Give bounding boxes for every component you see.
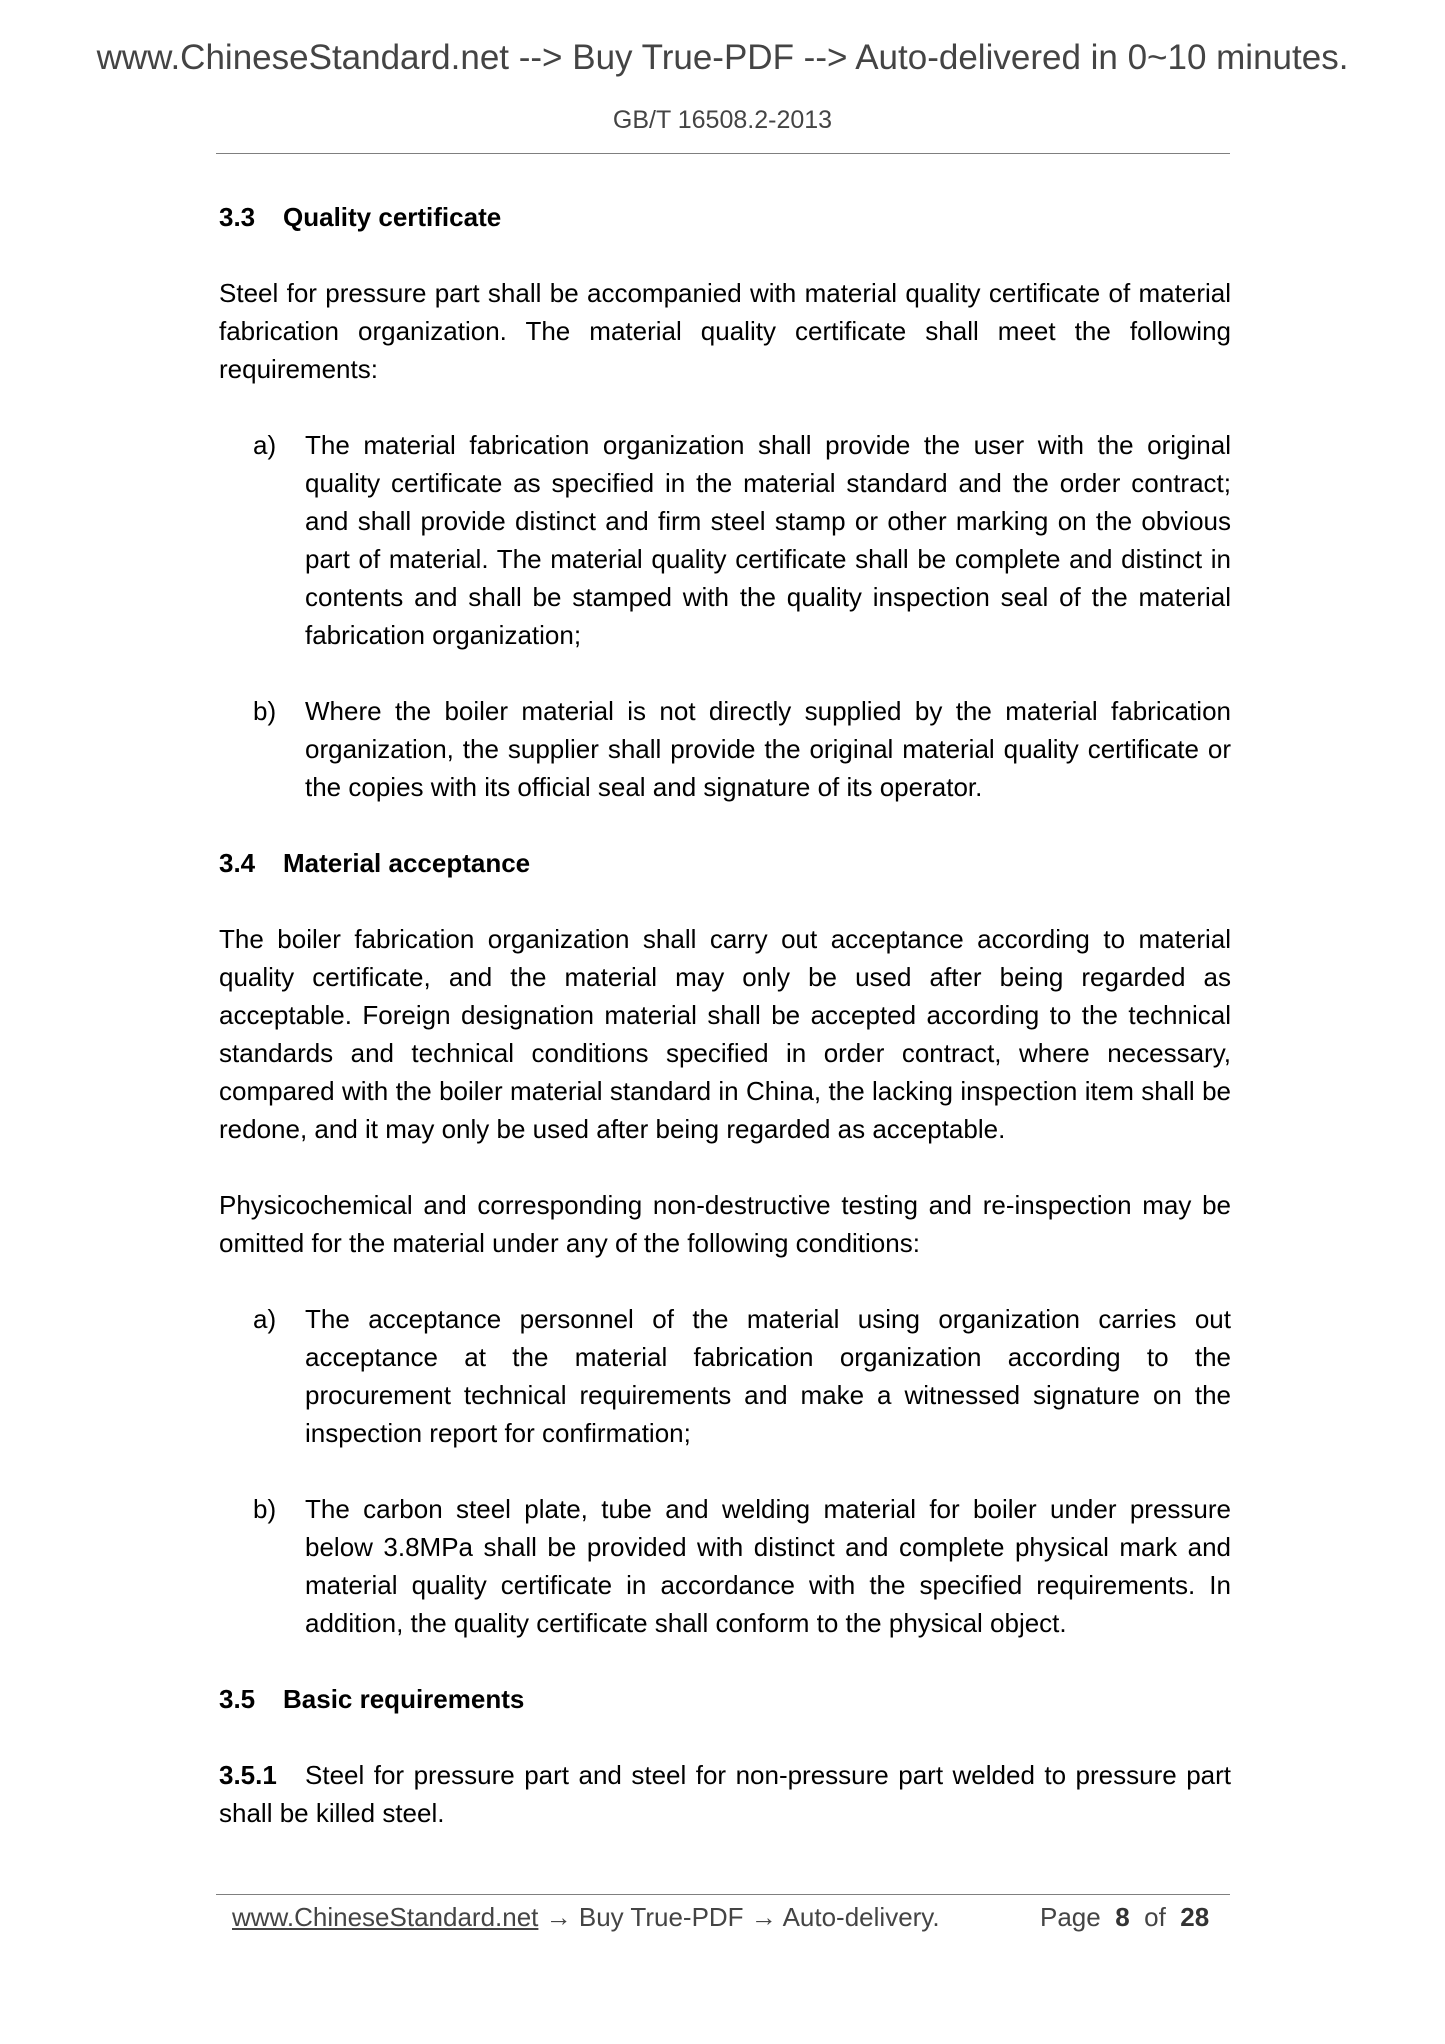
list-marker: a) [253,430,277,460]
paragraph [219,1756,1231,1832]
top-banner: www.ChineseStandard.net --> Buy True-PDF --> Auto-delivered in 0~10 minutes. [96,38,1349,77]
footer-divider [216,1894,1230,1895]
section-title: Quality certificate [283,202,502,232]
subsection-number: 3.5.1 [219,1760,277,1790]
footer-promo-text: → Buy True-PDF → Auto-delivery. [538,1902,940,1932]
page-indicator [1040,1902,1209,1933]
list-marker: b) [253,1494,277,1524]
list-item-text: Where the boiler material is not directly supplied by the material fabrication organization, the supplier shall provide the original material quality certificate or the copies with its official seal and signature of its operator. [305,696,1231,802]
section-heading-3-3 [219,198,1231,236]
page-content [219,198,1231,1832]
list-item [219,1490,1231,1642]
paragraph: The boiler fabrication organization shall carry out acceptance according to material quality certificate, and the material may only be used after being regarded as acceptable. Foreign designation material shall be accepted according to the technical standards and technical conditions specified in order contract, where necessary, compared with the boiler material standard in China, the lacking inspection item shall be redone, and it may only be used after being regarded as acceptable. [219,924,1231,1144]
subsection-text: Steel for pressure part and steel for non-pressure part welded to pressure part shall be killed steel. [219,1760,1231,1828]
page-word: Page [1040,1902,1101,1932]
page-current: 8 [1115,1902,1130,1932]
standard-code: GB/T 16508.2-2013 [612,106,833,134]
section-heading-3-5 [219,1680,1231,1718]
list-item [219,1300,1231,1452]
paragraph: Steel for pressure part shall be accompanied with material quality certificate of material fabrication organization. The material quality certificate shall meet the following requirements: [219,278,1231,384]
section-heading-3-4 [219,844,1231,882]
section-title: Material acceptance [283,848,531,878]
section-number: 3.4 [219,848,256,878]
footer-promo [232,1902,940,1933]
list-item-text: The carbon steel plate, tube and welding material for boiler under pressure below 3.8MPa shall be provided with distinct and complete physical mark and material quality certificate in accordance with the specified requirements. In addition, the quality certificate shall conform to the physical object. [305,1494,1231,1638]
list-marker: b) [253,696,277,726]
footer-site-link[interactable]: www.ChineseStandard.net [232,1902,539,1932]
list-item-text: The material fabrication organization shall provide the user with the original quality certificate as specified in the material standard and the order contract; and shall provide distinct and firm steel stamp or other marking on the obvious part of material. The material quality certificate shall be complete and distinct in contents and shall be stamped with the quality inspection seal of the material fabrication organization; [305,430,1231,650]
paragraph: Physicochemical and corresponding non-destructive testing and re-inspection may be omitted for the material under any of the following conditions: [219,1190,1231,1258]
section-title: Basic requirements [283,1684,525,1714]
list-item [219,426,1231,654]
list-marker: a) [253,1304,277,1334]
list-item [219,692,1231,806]
section-number: 3.3 [219,202,256,232]
header-divider [216,153,1230,154]
page-total: 28 [1180,1902,1210,1932]
section-number: 3.5 [219,1684,256,1714]
list-item-text: The acceptance personnel of the material using organization carries out acceptance at the material fabrication organization according to the procurement technical requirements and make a witnessed signature on the inspection report for confirmation; [305,1304,1231,1448]
of-word: of [1144,1902,1166,1932]
